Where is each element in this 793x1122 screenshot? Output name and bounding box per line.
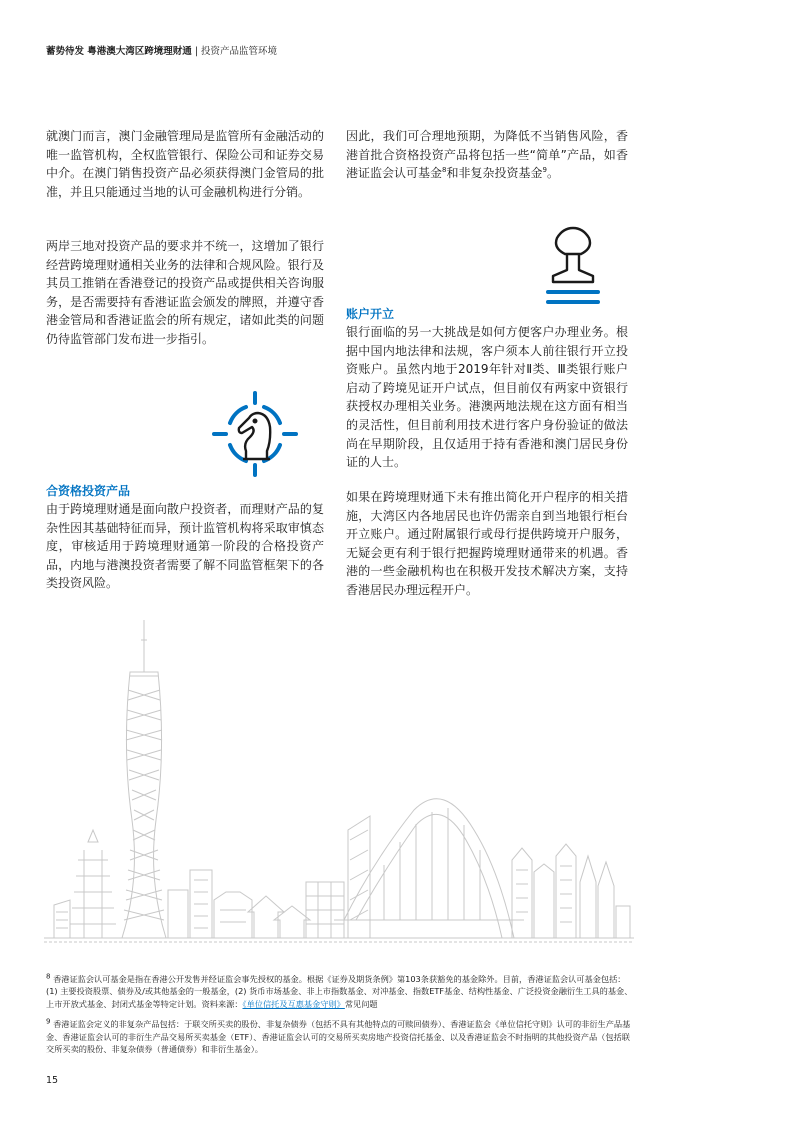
left-paragraph-1: 就澳门而言，澳门金融管理局是监管所有金融活动的唯一监管机构，全权监管银行、保险公司和证券交易中介。在澳门销售投资产品必须获得澳门金管局的批准，并且只能通过当地的认可金融机构进行分销。 — [46, 129, 324, 199]
right-p1-text: 因此，我们可合理地预期，为降低不当销售风险，香港首批合资格投资产品将包括一些“简单”产品，如香港证监会认可基金 — [346, 129, 628, 181]
right-paragraph-1 — [346, 127, 628, 183]
footnotes — [46, 973, 634, 1063]
footnote-9 — [46, 1018, 634, 1055]
right-p1-mid: 和非复杂投资基金 — [446, 166, 543, 181]
footnote-8 — [46, 973, 634, 1010]
heading-account-opening: 账户开立 — [346, 307, 395, 321]
right-column-3 — [346, 488, 628, 600]
header-separator: | — [194, 46, 199, 57]
heading-eligible-products: 合资格投资产品 — [46, 484, 131, 498]
stamp-icon — [545, 226, 601, 308]
left-paragraph-2: 两岸三地对投资产品的要求并不统一，这增加了银行经营跨境理财通相关业务的法律和合规风险。银行及其员工推销在香港登记的投资产品或提供相关咨询服务，是否需要持有香港证监会颁发的牌照，并遵守香港金管局和香港证监会的所有规定，诸如此类的问题仍待监管部门发布进一步指引。 — [46, 239, 324, 346]
chess-knight-target-icon — [212, 391, 298, 477]
right-p1-end: 。 — [546, 166, 559, 181]
header-title: 蓄势待发 粤港澳大湾区跨境理财通 — [46, 46, 192, 57]
page-number: 15 — [46, 1075, 59, 1086]
left-paragraph-3: 由于跨境理财通是面向散户投资者，而理财产品的复杂性因其基础特征而异，预计监管机构将采取审慎态度，审核适用于跨境理财通第一阶段的合格投资产品，内地与港澳投资者需要了解不同监管框架下的各类投资风险。 — [46, 502, 324, 591]
right-paragraph-2: 银行面临的另一大挑战是如何方便客户办理业务。根据中国内地法律和法规，客户须本人前往银行开立投资账户。虽然内地于2019年针对Ⅱ类、Ⅲ类银行账户启动了跨境见证开户试点，但目前仅有两家中资银行获授权办理相关业务。港澳两地法规在这方面有相当的灵活性，但目前利用技术进行客户身份验证的做法尚在早期阶段，且仅适用于持有香港和澳门居民身份证的人士。 — [346, 325, 628, 470]
footnote-8-link[interactable]: 《单位信托及互惠基金守则》 — [242, 998, 345, 1009]
footnote-ref-8[interactable]: 8 — [442, 166, 447, 175]
right-section-account-opening — [346, 305, 628, 472]
right-column — [346, 127, 628, 183]
footnote-8-after: 常见问题 — [344, 998, 378, 1009]
left-section-eligible-products — [46, 482, 324, 593]
header-section: 投资产品监管环境 — [201, 46, 278, 57]
city-skyline-illustration — [44, 620, 634, 945]
left-column — [46, 127, 324, 201]
footnote-9-text: 香港证监会定义的非复杂产品包括：于联交所买卖的股份、非复杂债券（包括不具有其他特点的可赎回债券）、香港证监会《单位信托守则》认可的非衍生产品基金、香港证监会认可的非衍生产品交易所买卖基金（ETF）、香港证监会认可的交易所买卖房地产投资信托基金、以及香港证监会不时指明的其他投资产品（包括联交所买卖的股份、非复杂债券（普通债券）和非衍生基金）。 — [46, 1019, 631, 1055]
footnote-8-number: 8 — [46, 972, 51, 981]
footnote-ref-9[interactable]: 9 — [542, 166, 547, 175]
footnote-8-text: 香港证监会认可基金是指在香港公开发售并经证监会事先授权的基金。根据《证券及期货条例》第103条获豁免的基金除外。目前，香港证监会认可基金包括：(1) 主要投资股票、债券及/或其他基金的一般基金，(2) 货币市场基金、非上市指数基金、对冲基金、指数ETF基金、结构性基金、广泛投资金融衍生工具的基金、上市开放式基金、封闭式基金等特定计划。资料来源： — [46, 974, 633, 1009]
footnote-9-number: 9 — [46, 1017, 51, 1026]
left-column-2 — [46, 237, 324, 349]
right-paragraph-3: 如果在跨境理财通下未有推出简化开户程序的相关措施，大湾区内各地居民也许仍需亲自到当地银行柜台开立账户。通过附属银行或母行提供跨境开户服务，无疑会更有利于银行把握跨境理财通带来的机遇。香港的一些金融机构也在积极开发技术解决方案，支持香港居民办理远程开户。 — [346, 490, 628, 597]
page-header — [46, 43, 277, 57]
